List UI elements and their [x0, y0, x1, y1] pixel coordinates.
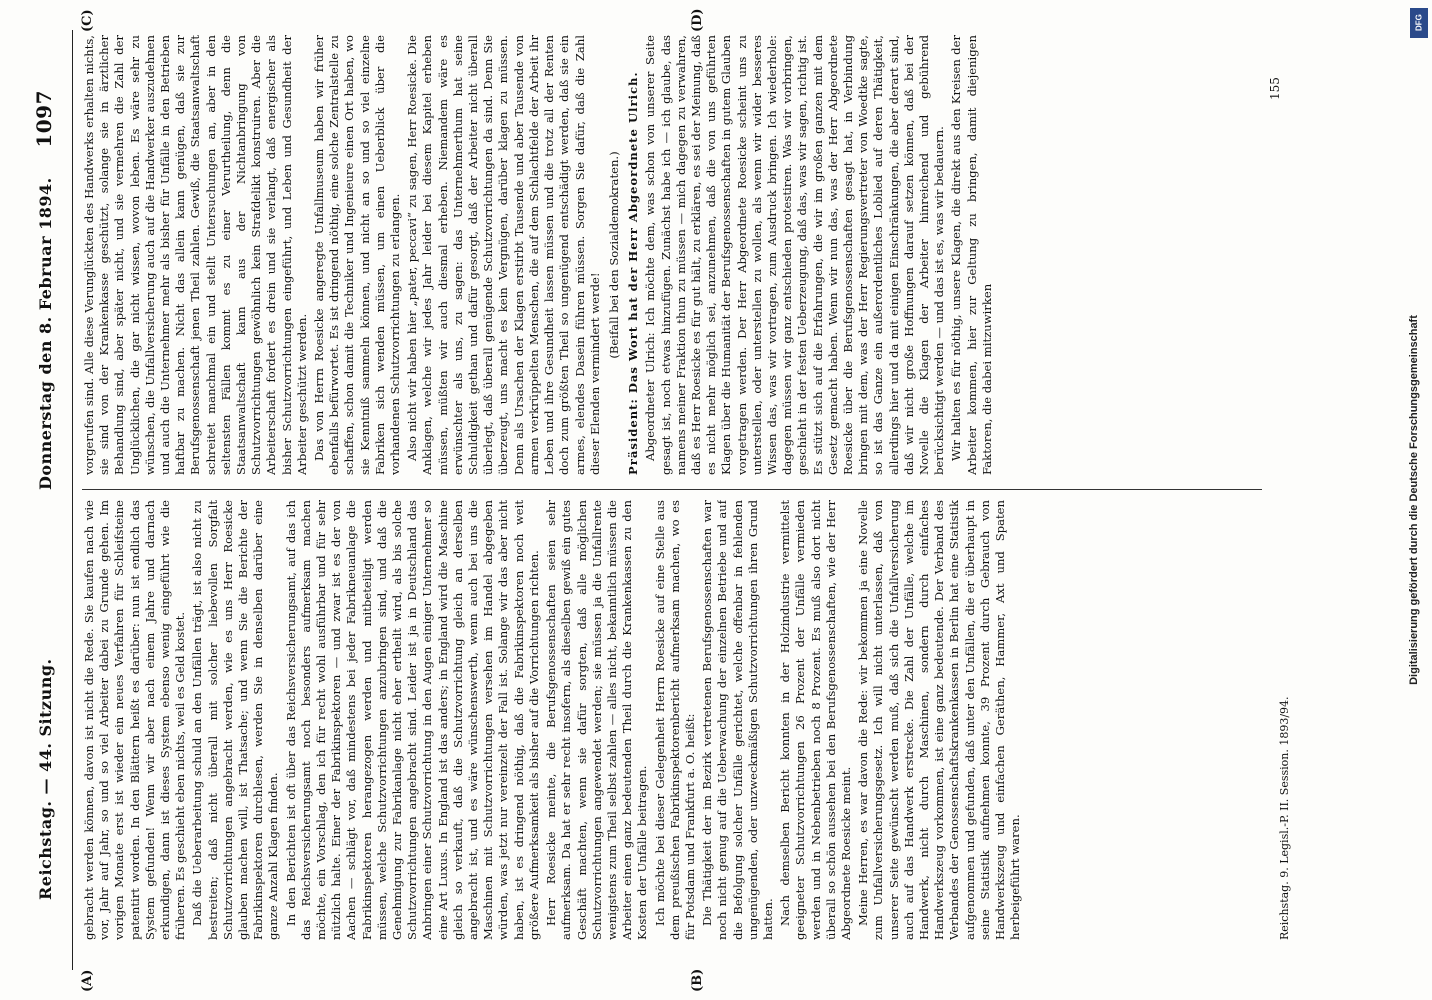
paragraph: Meine Herren, es war davon die Rede: wir bekommen ja eine Novelle zum Unfallversicherungsgesetz. Ich will nicht unterlassen, daß von unserer Seite gewünscht werden muß, daß sich die Unfallversicherung auch auf das Handwerk erstrecke. Die Zahl der Unfälle, welche im Handwerk, nicht durch Maschinen, sondern durch einfaches Handwerkszeug vorkommen, ist eine ganz bedeutende. Der Verband des Verbandes der Genossenschaftskrankenkassen in Berlin hat eine Statistik aufgenommen und gefunden, daß unter den Unfällen, die er überhaupt in seine Statistik aufnehmen konnte, 39 Prozent durch Gebrauch von Handwerkszeug und einfachen Geräthen, Hammer, Axt und Spaten herbeigeführt waren. [856, 500, 1023, 940]
paragraph: Ich möchte bei dieser Gelegenheit Herrn Roesicke auf eine Stelle aus dem preußischen Fabrikinspektorenbericht aufmerksam machen, wo es für Potsdam und Frankfurt a. O. heißt: [652, 500, 697, 940]
sheet-number: 155 [1268, 77, 1282, 100]
funding-caption [1400, 0, 1428, 1000]
speaker-line: Präsident: Das Wort hat der Herr Abgeordnete Ulrich. [626, 71, 641, 475]
column-divider [82, 489, 1262, 490]
header-rule [72, 30, 73, 970]
paragraph: In den Berichten ist oft über das Reichsversicherungsamt, auf das ich das Reichsversicherungsamt noch besonders aufmerksam machen möchte, ein Vorschlag, den ich für recht wohl ausführbar und für sehr nützlich halte. Einer der Fabrikinspektoren — und zwar ist es der von Aachen — schlägt vor, daß mindestens bei jeder Fabrikneuanlage die Fabrikinspektoren herangezogen werden und mitbeteiligt werden müssen, welche Schutzvorrichtungen anzubringen sind, und daß die Genehmigung zur Fabrikanlage nicht eher ertheilt wird, als bis solche Schutzvorrichtungen angebracht sind. Leider ist ja in Deutschland das Anbringen einer Schutzvorrichtung in den Augen einiger Unternehmer so eine Art Luxus. In England ist das anders; in England wird die Maschine gleich so verkauft, daß die Schutzvorrichtung gleich an derselben angebracht ist, und es wäre wünschenswerth, wenn auch bei uns die Maschinen mit Schutzvorrichtungen versehen im Handel abgegeben würden, was jetzt nur vereinzelt der Fall ist. Solange wir das aber nicht haben, ist es dringend nöthig, daß die Fabrikinspektoren noch weit größere Aufmerksamkeit als bisher auf die Vorrichtungen richten. [283, 500, 541, 940]
footer-session: Reichstag. 9. Legisl.-P. II. Session. 1893/94. [1278, 696, 1291, 940]
margin-mark-d: (D) [690, 8, 705, 32]
paragraph: Also nicht wir haben hier „pater, peccavi“ zu sagen, Herr Roesicke. Die Anklagen, welche wir jedes Jahr leider bei diesem Kapitel erheben müssen, müßten wir auch diesmal erheben. Niemandem wäre es erwünschter als uns, zu sagen: das Unternehmerthum hat seine Schuldigkeit gethan und dafür gesorgt, daß der Arbeiter nicht überall überlegt, daß überall genügende Schutzvorrichtungen da sind. Denn Sie überzeugt, uns macht es kein Vergnügen, darüber klagen zu müssen. Denn als Ursachen der Klagen erstirbt Tausende und aber Tausende von armen verkrüppelten Menschen, die auf dem Schlachtfelde der Arbeit ihr Leben und ihre Gesundheit lassen müssen und die trotz all der Renten doch zum größten Theil so ungenügend entschädigt werden, daß sie ein armes, elendes Dasein führen müssen. Sorgen Sie dafür, daß die Zahl dieser Elenden vermindert werde! [405, 35, 602, 475]
page-number: 1097 [32, 90, 56, 148]
text-column-right [82, 35, 1272, 475]
paragraph: Wir halten es für nöthig, unsere Klagen, die direkt aus den Kreisen der Arbeiter kommen, hier zur Geltung zu bringen, damit diejenigen Faktoren, die dabei mitzuwirken [949, 35, 994, 475]
paragraph: Herr Roesicke meinte, die Berufsgenossenschaften seien sehr aufmerksam. Da hat er sehr recht insofern, als dieselben gewiß ein gutes Geschäft machten, wenn sie dafür sorgten, daß alle möglichen Schutzvorrichtungen angewendet werden; sie müssen ja die Unfallrente wenigstens zum Theil selbst zahlen — alles nicht, bekanntlich müssen die Arbeiter einen ganz bedeutenden Theil durch die Krankenkassen zu den Kosten der Unfälle beitragen. [544, 500, 650, 940]
margin-mark-a: (A) [80, 969, 95, 992]
applause-note: (Beifall bei den Sozialdemokraten.) [606, 151, 621, 359]
paragraph: Das von Herrn Roesicke angeregte Unfallmuseum haben wir früher ebenfalls befürwortet. Es ist dringend nöthig, eine solche Zentralstelle zu schaffen, schon damit die Techniker und Ingenieure einen Ort haben, wo sie Kenntniß sammeln können, und nicht an so und so viel einzelne Fabriken sich wenden müssen, um einen Ueberblick über die vorhandenen Schutzvorrichtungen zu erlangen. [312, 35, 403, 475]
quoted-paragraph: Die Thätigkeit der im Bezirk vertretenen Berufsgenossenschaften war noch nicht genug auf die Ueberwachung der einzelnen Betriebe und auf die Befolgung solcher Unfälle gerichtet, welche offenbar in fehlenden ungenügenden, oder unzweckmäßigen Schutzvorrichtungen ihren Grund hatten. [700, 500, 775, 940]
paragraph: vorgerufen sind. Alle diese Verunglückten des Handwerks erhalten nichts, sie sind von der Krankenkasse geschützt, solange sie in ärztlicher Behandlung sind, aber später nicht, und sie vermehren die Zahl der Unglücklichen, die gar nicht wissen, wovon leben. Es wäre sehr zu wünschen, die Unfallversicherung auch auf die Handwerker auszudehnen und auch die Unternehmer mehr als bisher für Unfälle in den Betrieben haftbar zu machen. Nicht das allein kann genügen, daß sie zur Berufsgenossenschaft jenen Theil zahlen. Gewiß, die Staatsanwaltschaft schreitet manchmal ein und stellt Untersuchungen an, aber in den seltensten Fällen kommt es zu einer Verurtheilung, denn die Staatsanwaltschaft kann aus der Nichtanbringung von Schutzvorrichtungen gewöhnlich kein Strafdelikt konstruiren. Aber die Arbeiterschaft fordert es drein und sie verlangt, daß energischer als bisher Schutzvorrichtungen eingeführt, und Leben und Gesundheit der Arbeiter geschützt werden. [82, 35, 309, 475]
paragraph: Nach demselben Bericht konnten in der Holzindustrie vermittelst geeigneter Schutzvorrichtungen 26 Prozent der Unfälle vermieden werden und in Nebenbetrieben noch 8 Prozent. Es muß also dort nicht überall so schön aussehen bei den Berufsgenossenschaften, wie der Herr Abgeordnete Roesicke meint. [778, 500, 853, 940]
margin-mark-b: (B) [690, 968, 705, 992]
header-date: Donnerstag den 8. Februar 1894. [36, 177, 55, 490]
margin-mark-c: (C) [80, 9, 95, 32]
page-header [28, 60, 68, 970]
paragraph: gebracht werden können, davon ist nicht die Rede. Sie kaufen nach wie vor, Jahr auf Jahr, so und so viel Arbeiter dabei zu Grunde gehen. Im vorigen Monate erst ist wieder ein neues Verfahren für Schleifsteine patentirt worden. In den Blättern heißt es darüber: nun ist endlich das System gefunden! Wenn wir aber nach einem Jahre und darnach erkundigen, dann ist dieses System ebenso wenig eingeführt wie die früheren. Es geschieht eben nichts, weil es Geld kostet. [82, 500, 188, 940]
paragraph: Daß die Ueberarbeitung schuld an den Unfällen trägt, ist also nicht zu bestreiten; daß nicht überall mit solcher liebevollen Sorgfalt Schutzvorrichtungen angebracht werden, wie es uns Herr Roesicke glauben machen will, ist Thatsache; und wenn Sie die Berichte der Fabrikinspektoren durchlesen, werden Sie in denselben darüber eine ganze Anzahl Klagen finden. [190, 500, 281, 940]
text-column-left [82, 500, 1272, 940]
dfg-logo: DFG [1410, 8, 1428, 38]
header-left: Reichstag. — 44. Sitzung. [36, 658, 55, 900]
funding-caption-text: Digitalisierung gefördert durch die Deutsche Forschungsgemeinschaft [1408, 315, 1420, 685]
paragraph: Abgeordneter Ulrich: Ich möchte dem, was schon von unserer Seite gesagt ist, noch etwas hinzufügen. Zunächst habe ich — ich glaube, das namens meiner Fraktion thun zu müssen — mich dagegen zu verwahren, daß es Herr Roesicke es für gut hält, zu erklären, es sei der Meinung, daß es nicht mehr möglich sei, anzunehmen, daß die von uns geführten Klagen über die Humanität der Berufsgenossenschaften in gutem Glauben vorgetragen werden. Der Herr Abgeordnete Roesicke scheint uns zu unterstellen, oder unterstellen zu wollen, als wenn wir wider besseres Wissen das, was wir vortragen, zum Ausdruck bringen. Ich wiederhole: dagegen müssen wir ganz entschieden protestiren. Was wir vorbringen, geschieht in der festen Ueberzeugung, daß das, was wir sagen, richtig ist. Es stützt sich auf die Erfahrungen, die wir im großen ganzen mit dem Gesetz gemacht haben. Wenn wir nun das, was der Herr Abgeordnete Roesicke über die Berufsgenossenschaften gesagt hat, in Verbindung bringen mit dem, was der Herr Regierungsvertreter von Woedtke sagte, so ist das Ganze ein außerordentliches Loblied auf deren Thätigkeit, allerdings hier und da mit einigen Einschränkungen, die aber derart sind, daß wir nicht große Hoffnungen darauf setzen können, daß bei der Novelle die Klagen der Arbeiter hinreichend und gebührend berücksichtigt werden — und das ist es, was wir bedauern. [643, 35, 947, 475]
